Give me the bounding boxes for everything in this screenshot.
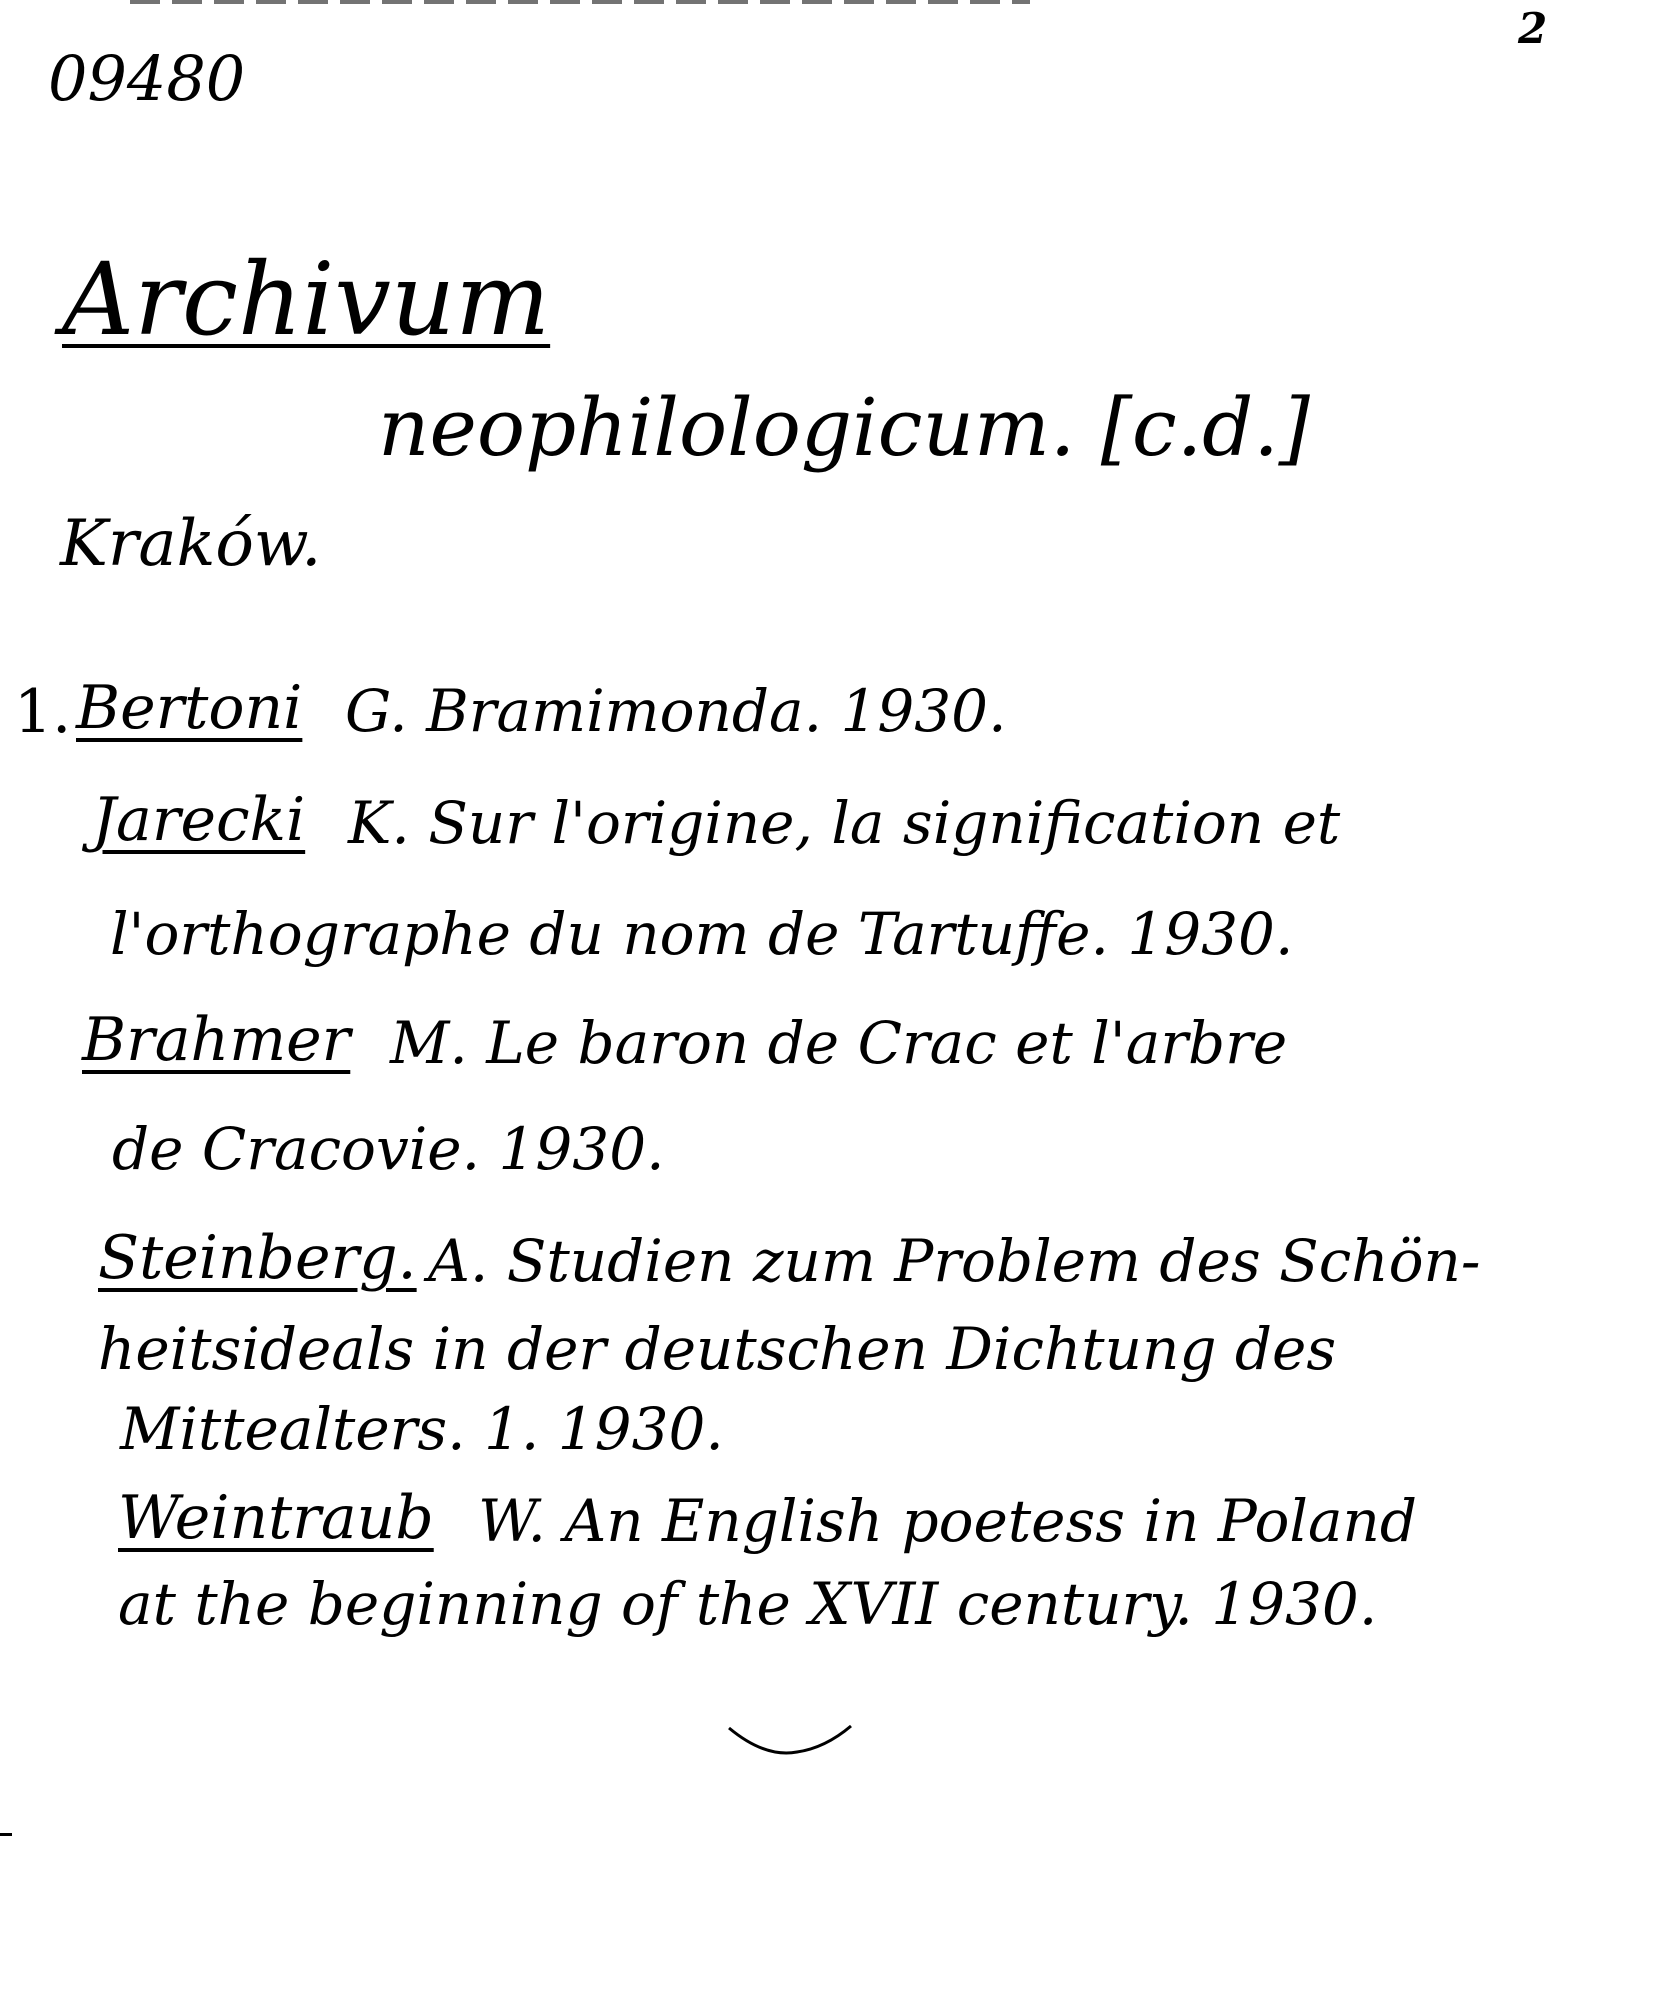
entry-line: de Cracovie. 1930. xyxy=(112,1115,665,1183)
entry-line: at the beginning of the XVII century. 1930. xyxy=(118,1570,1378,1638)
call-number: 09480 xyxy=(48,42,246,115)
entry-line: Mittealters. 1. 1930. xyxy=(120,1395,724,1463)
entry-author: Steinberg. xyxy=(98,1223,417,1293)
entry-line: l'orthographe du nom de Tartuffe. 1930. xyxy=(110,900,1294,968)
margin-tick xyxy=(0,1833,12,1836)
entry-author: Jarecki xyxy=(92,785,306,855)
entry-line: G. Bramimonda. 1930. xyxy=(345,677,1007,745)
entry-line: heitsideals in der deutschen Dichtung des xyxy=(98,1315,1337,1383)
journal-title: Archivum xyxy=(62,241,551,358)
journal-subtitle: neophilologicum. [c.d.] xyxy=(378,381,1310,474)
entry-number: 1. xyxy=(14,677,72,747)
entry-author: Bertoni xyxy=(76,673,303,743)
entry-author: Weintraub xyxy=(118,1483,434,1553)
entry-author: Brahmer xyxy=(82,1005,351,1075)
page-number: 2 xyxy=(1518,4,1548,53)
entry-line: A. Studien zum Problem des Schön- xyxy=(428,1227,1481,1295)
publication-place: Kraków. xyxy=(60,507,322,581)
entry-line: K. Sur l'origine, la signification et xyxy=(348,789,1341,857)
top-edge-rule xyxy=(130,0,1030,4)
entry-line: M. Le baron de Crac et l'arbre xyxy=(390,1009,1288,1077)
closing-flourish xyxy=(725,1722,855,1762)
entry-line: W. An English poetess in Poland xyxy=(478,1487,1418,1555)
